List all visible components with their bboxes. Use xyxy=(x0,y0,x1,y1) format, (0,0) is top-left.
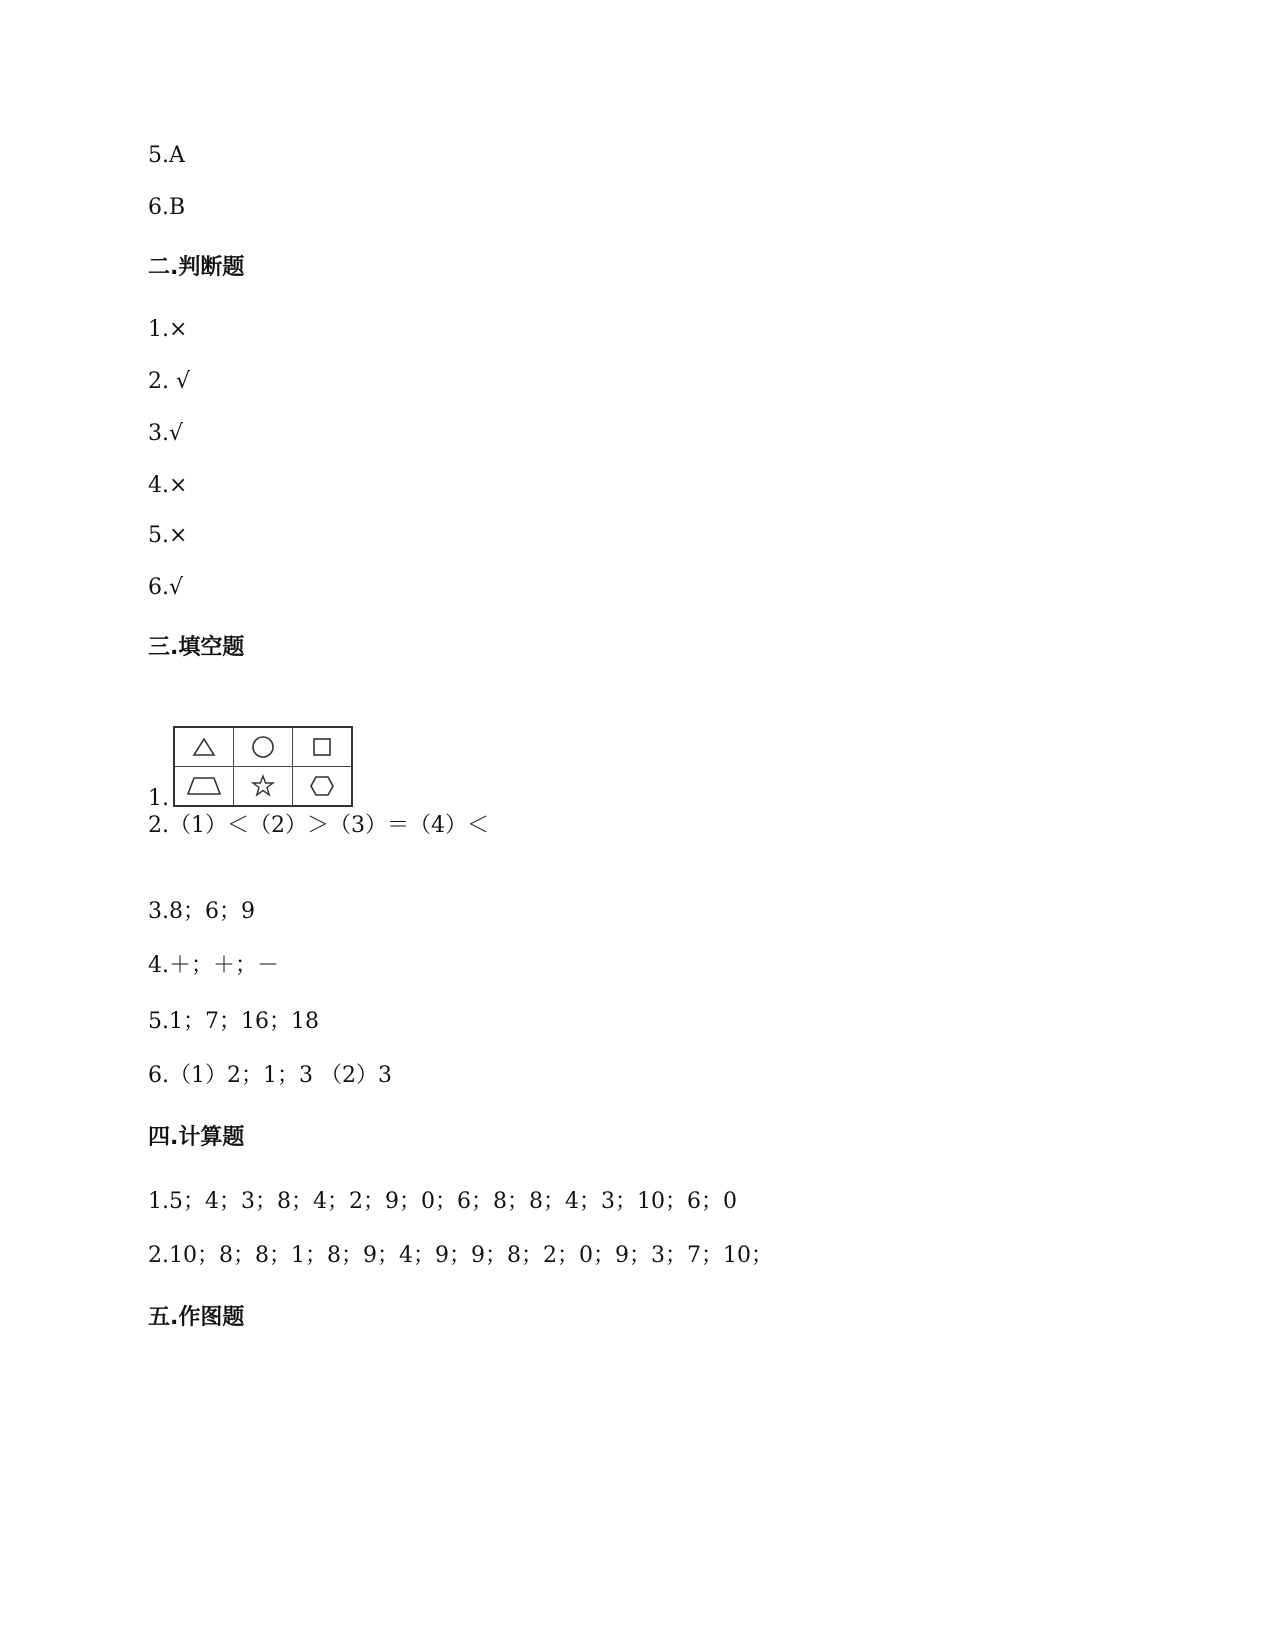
answer-2-3: 3.√ xyxy=(148,421,184,446)
section-heading-judgement: 二.判断题 xyxy=(148,255,245,280)
answer-1-5: 5.A xyxy=(148,143,185,168)
section-heading-calculation: 四.计算题 xyxy=(148,1125,245,1150)
square-icon xyxy=(311,736,333,758)
answer-3-6: 6.（1）2；1；3 （2）3 xyxy=(148,1063,392,1088)
answer-3-4: 4.＋；＋；－ xyxy=(148,953,279,978)
hexagon-icon xyxy=(309,774,335,798)
answer-2-4: 4.× xyxy=(148,473,188,498)
shape-cell xyxy=(234,727,293,767)
section-heading-drawing: 五.作图题 xyxy=(148,1305,245,1330)
answer-2-2: 2. √ xyxy=(148,369,191,394)
answer-3-2: 2.（1）＜（2）＞（3）＝（4）＜ xyxy=(148,813,489,838)
answer-3-5: 5.1；7；16；18 xyxy=(148,1009,319,1034)
answer-2-5: 5.× xyxy=(148,523,188,548)
circle-icon xyxy=(250,734,276,760)
answer-4-1: 1.5；4；3；8；4；2；9；0；6；8；8；4；3；10；6；0 xyxy=(148,1189,737,1214)
answer-2-6: 6.√ xyxy=(148,575,184,600)
shape-cell xyxy=(234,767,293,807)
answer-3-1 xyxy=(148,726,353,813)
shape-cell xyxy=(293,727,353,767)
answer-1-6: 6.B xyxy=(148,195,186,220)
answer-3-1-label: 1. xyxy=(148,786,169,811)
shape-grid xyxy=(173,726,353,807)
shape-cell xyxy=(174,727,234,767)
shape-cell xyxy=(293,767,353,807)
shape-cell xyxy=(174,767,234,807)
answer-4-2: 2.10；8；8；1；8；9；4；9；9；8；2；0；9；3；7；10； xyxy=(148,1243,773,1268)
trapezoid-icon xyxy=(184,775,224,797)
triangle-icon xyxy=(191,736,217,758)
section-heading-fill-in: 三.填空题 xyxy=(148,635,245,660)
answer-2-1: 1.× xyxy=(148,317,188,342)
answer-3-3: 3.8；6；9 xyxy=(148,899,255,924)
star-icon xyxy=(251,774,275,798)
